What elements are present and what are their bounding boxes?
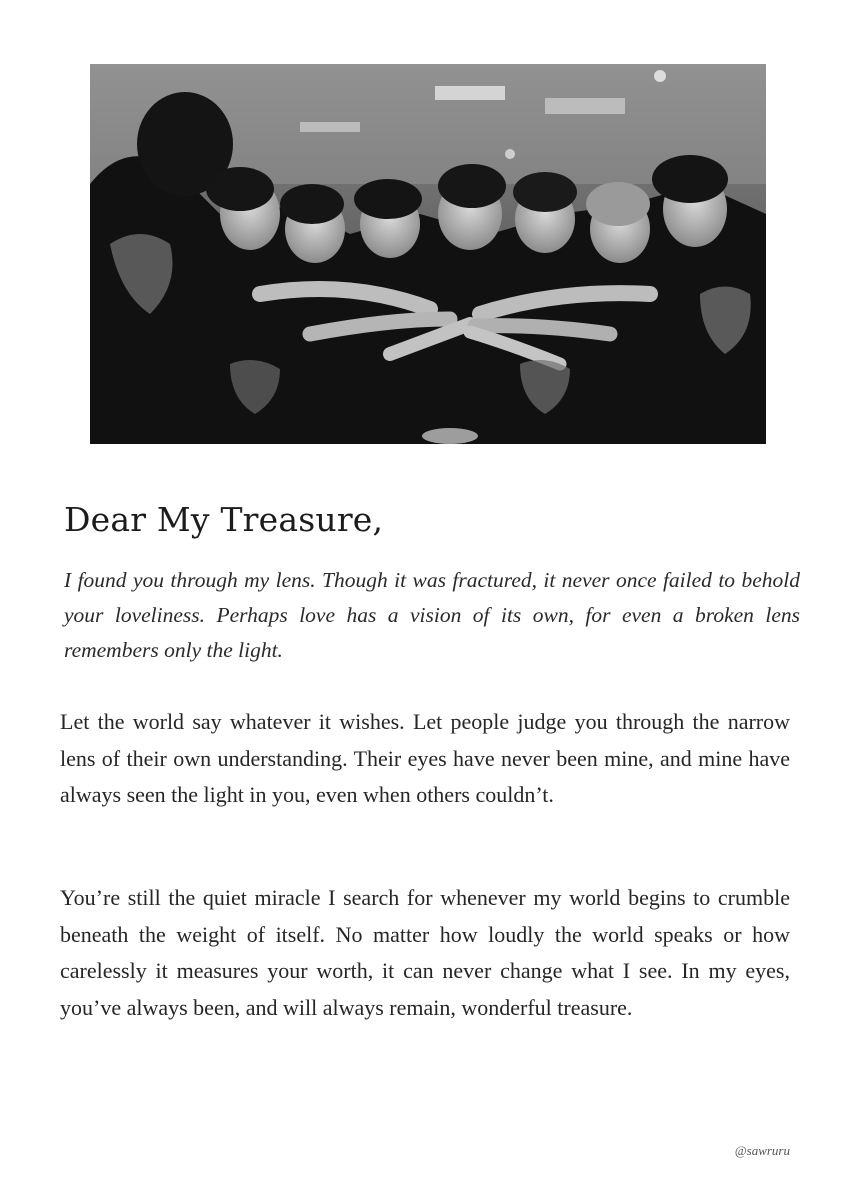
letter-paragraph-2: You’re still the quiet miracle I search for whenever my world begins to crumble beneath the weight of itself. No matter how loudly the world speaks or how carelessly it measures your worth, it can never change what I see. In my eyes, you’ve always been, and will always remain, wonderful treasure. xyxy=(60,885,790,1020)
group-photo xyxy=(90,64,766,444)
letter-title: Dear My Treasure, xyxy=(64,500,384,539)
letter-intro: I found you through my lens. Though it was fractured, it never once failed to behold your loveliness. Perhaps love has a vision of its own, for even a broken lens remembers only the light. xyxy=(64,568,800,662)
group-photo-image xyxy=(90,64,766,444)
author-signature: @sawruru xyxy=(734,1143,790,1158)
letter-paragraph-1: Let the world say whatever it wishes. Let people judge you through the narrow lens of their own understanding. Their eyes have never been mine, and mine have always seen the light in you, even when others couldn’t. xyxy=(60,709,790,807)
